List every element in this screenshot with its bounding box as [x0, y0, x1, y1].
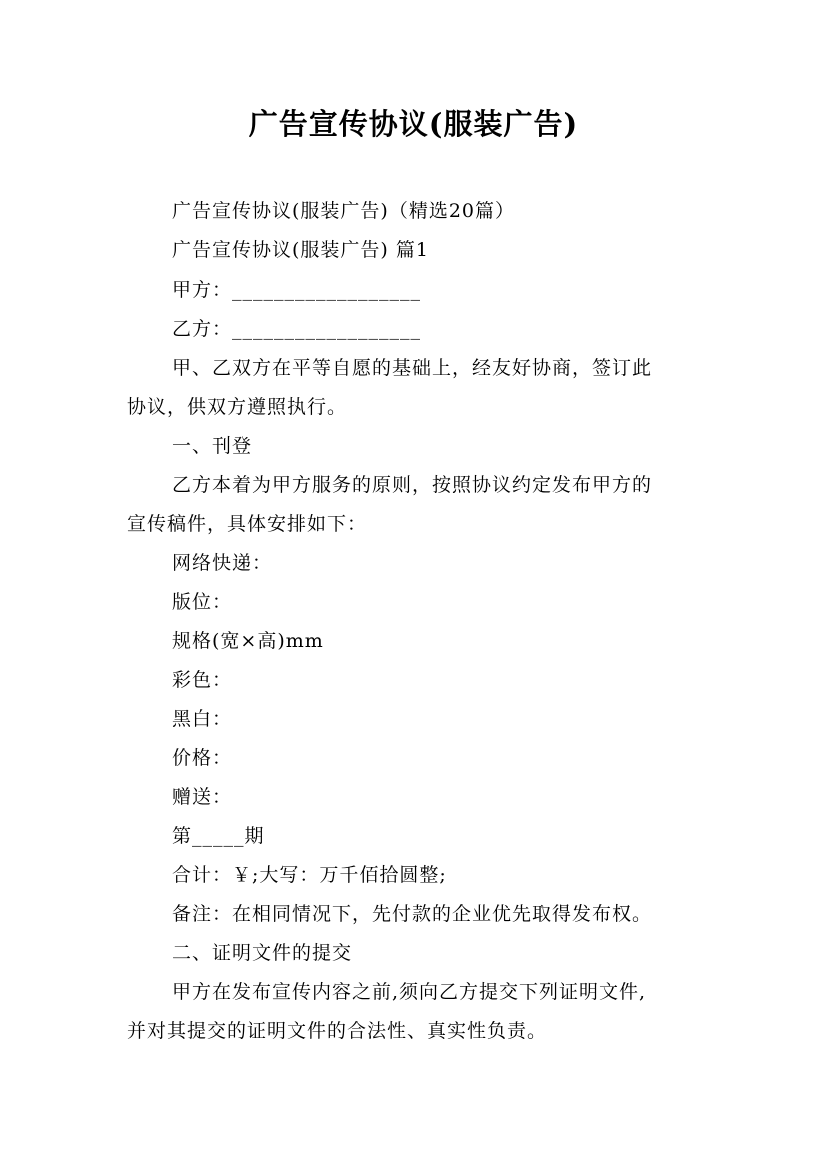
field-line: 彩色： — [172, 669, 233, 691]
field-line: 规格(宽×高)mm — [172, 630, 324, 652]
clause-heading: 二、证明文件的提交 — [172, 942, 353, 964]
note-line: 备注：在相同情况下，先付款的企业优先取得发布权。 — [172, 903, 653, 925]
document-title: 广告宣传协议(服装广告) — [248, 107, 579, 141]
paragraph-line: 甲、乙双方在平等自愿的基础上，经友好协商，签订此 — [172, 357, 653, 379]
party-a-line: 甲方：__________________ — [172, 279, 422, 301]
paragraph-line: 甲方在发布宣传内容之前,须向乙方提交下列证明文件, — [172, 981, 647, 1003]
paragraph-line: 乙方本着为甲方服务的原则，按照协议约定发布甲方的 — [172, 474, 653, 496]
field-line: 赠送： — [172, 786, 233, 808]
party-b-line: 乙方：__________________ — [172, 318, 422, 340]
field-line: 价格： — [172, 747, 233, 769]
field-line: 第_____期 — [172, 825, 265, 847]
paragraph-line: 宣传稿件，具体安排如下： — [127, 513, 368, 535]
paragraph-line: 并对其提交的证明文件的合法性、真实性负责。 — [127, 1020, 548, 1042]
paragraph-line: 协议，供双方遵照执行。 — [127, 396, 348, 418]
clause-heading: 一、刊登 — [172, 435, 253, 457]
field-line: 黑白： — [172, 708, 233, 730]
field-line: 网络快递： — [172, 552, 273, 574]
section-heading: 广告宣传协议(服装广告) 篇1 — [172, 239, 429, 261]
field-line: 版位： — [172, 591, 233, 613]
subtitle-line: 广告宣传协议(服装广告)（精选20篇） — [172, 200, 516, 222]
field-line: 合计：￥;大写：万千佰拾圆整; — [172, 864, 447, 886]
